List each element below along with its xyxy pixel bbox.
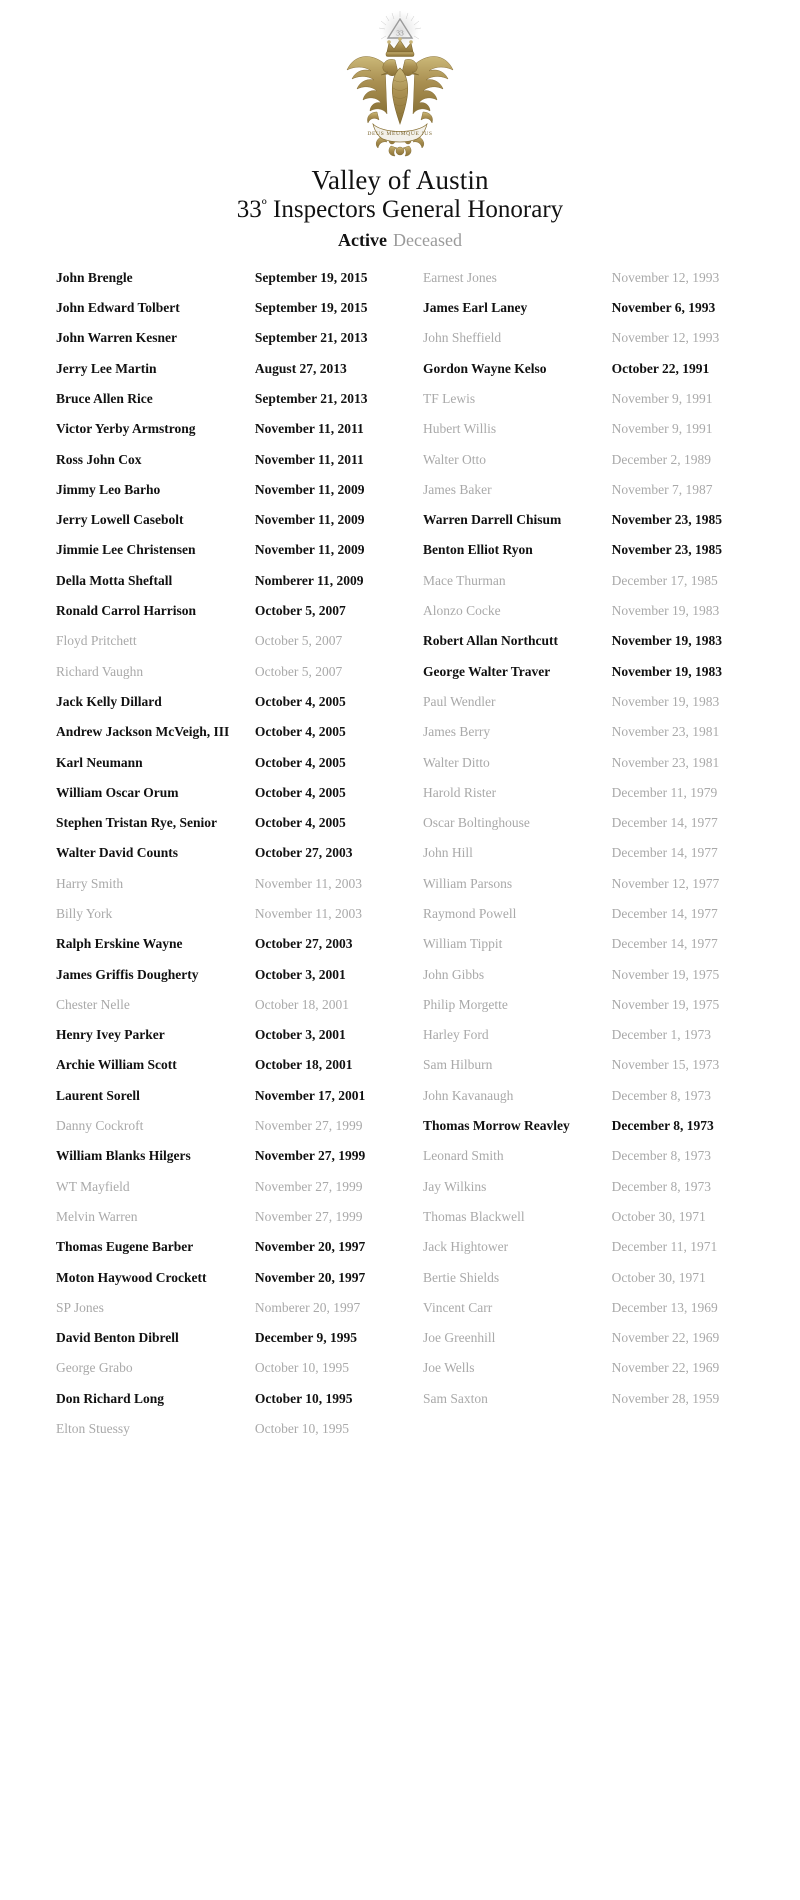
member-name: Ronald Carrol Harrison (56, 603, 197, 619)
member-date: November 11, 2011 (254, 421, 364, 437)
roster-row (423, 785, 754, 815)
member-date: December 14, 1977 (611, 815, 718, 831)
roster-row (423, 845, 754, 875)
member-date: November 20, 1997 (254, 1239, 366, 1255)
member-name: Bruce Allen Rice (56, 390, 153, 406)
roster-row (423, 1360, 754, 1390)
roster-row (423, 1330, 754, 1360)
member-date: Nomberer 20, 1997 (254, 1299, 361, 1315)
roster-row (56, 1330, 405, 1360)
roster-row (56, 542, 405, 572)
roster-row (56, 755, 405, 785)
member-name: Sam Hilburn (423, 1057, 493, 1073)
roster-row (423, 1391, 754, 1421)
roster-row (56, 845, 405, 875)
roster-row (56, 270, 405, 300)
member-date: October 5, 2007 (254, 603, 346, 619)
roster-row (56, 633, 405, 663)
member-name: TF Lewis (423, 390, 476, 406)
member-name: Della Motta Sheftall (56, 572, 173, 588)
roster-row (56, 664, 405, 694)
member-name: Archie William Scott (56, 1057, 177, 1073)
member-name: Jerry Lee Martin (56, 360, 157, 376)
roster-row (423, 997, 754, 1027)
member-date: September 19, 2015 (254, 269, 368, 285)
roster-row (423, 391, 754, 421)
member-date: November 11, 2011 (254, 451, 364, 467)
member-date: December 14, 1977 (611, 845, 718, 861)
member-date: November 22, 1969 (611, 1330, 720, 1346)
member-name: Paul Wendler (423, 693, 496, 709)
member-name: William Tippit (423, 936, 503, 952)
member-name: Alonzo Cocke (423, 603, 501, 619)
roster-column-right (405, 270, 754, 1452)
roster-row (423, 967, 754, 997)
member-name: Walter Ditto (423, 754, 490, 770)
roster-row (423, 421, 754, 451)
member-date: October 10, 1995 (254, 1390, 353, 1406)
member-date: December 9, 1995 (254, 1330, 358, 1346)
member-name: Harry Smith (56, 875, 124, 891)
roster-row (423, 512, 754, 542)
roster-row (423, 1270, 754, 1300)
roster-row (423, 1179, 754, 1209)
member-date: November 23, 1981 (611, 754, 720, 770)
member-name: Jay Wilkins (423, 1178, 487, 1194)
member-name: James Earl Laney (423, 300, 528, 316)
member-date: October 18, 2001 (254, 996, 350, 1012)
member-date: November 19, 1983 (611, 633, 723, 649)
member-name: Jack Kelly Dillard (56, 693, 162, 709)
member-name: Earnest Jones (423, 269, 497, 285)
member-name: Vincent Carr (423, 1299, 493, 1315)
roster-row (423, 633, 754, 663)
roster-row (423, 694, 754, 724)
roster-row (423, 361, 754, 391)
member-date: October 10, 1995 (254, 1360, 350, 1376)
member-date: November 12, 1977 (611, 875, 720, 891)
member-date: October 27, 2003 (254, 936, 353, 952)
member-name: Jack Hightower (423, 1239, 509, 1255)
member-name: Walter Otto (423, 451, 487, 467)
member-name: Henry Ivey Parker (56, 1027, 165, 1043)
member-date: December 8, 1973 (611, 1118, 714, 1134)
member-name: Jerry Lowell Casebolt (56, 512, 184, 528)
member-date: November 9, 1991 (611, 421, 713, 437)
member-name: Andrew Jackson McVeigh, III (56, 724, 230, 740)
member-date: November 19, 1983 (611, 603, 720, 619)
roster-row (423, 664, 754, 694)
roster-row (56, 1118, 405, 1148)
member-name: Oscar Boltinghouse (423, 815, 530, 831)
status-legend (0, 230, 800, 252)
member-date: November 11, 2009 (254, 542, 365, 558)
member-date: October 5, 2007 (254, 633, 343, 649)
member-name: Leonard Smith (423, 1148, 504, 1164)
member-date: October 4, 2005 (254, 754, 346, 770)
roster-row (56, 1209, 405, 1239)
member-name: John Edward Tolbert (56, 300, 180, 316)
member-name: Ross John Cox (56, 451, 142, 467)
member-date: November 19, 1983 (611, 693, 720, 709)
legend-active-label: Active (338, 230, 388, 251)
member-name: Ralph Erskine Wayne (56, 936, 183, 952)
member-name: George Grabo (56, 1360, 133, 1376)
member-date: November 20, 1997 (254, 1269, 366, 1285)
roster-row (56, 724, 405, 754)
member-date: Nomberer 11, 2009 (254, 572, 364, 588)
roster-row (423, 1118, 754, 1148)
roster-row (423, 603, 754, 633)
member-date: December 8, 1973 (611, 1148, 711, 1164)
subtitle-text: Inspectors General Honorary (266, 196, 564, 224)
member-date: December 11, 1971 (611, 1239, 718, 1255)
member-name: John Kavanaugh (423, 1087, 514, 1103)
member-date: November 11, 2009 (254, 481, 365, 497)
roster-row (423, 1239, 754, 1269)
member-name: Joe Greenhill (423, 1330, 496, 1346)
member-date: October 4, 2005 (254, 815, 346, 831)
roster-column-left (56, 270, 405, 1452)
roster-row (423, 724, 754, 754)
member-date: December 14, 1977 (611, 905, 718, 921)
member-name: John Sheffield (423, 330, 502, 346)
member-date: November 22, 1969 (611, 1360, 720, 1376)
legend-deceased-label: Deceased (393, 230, 462, 251)
member-date: October 22, 1991 (611, 360, 710, 376)
member-name: James Griffis Dougherty (56, 966, 199, 982)
member-date: November 23, 1985 (611, 512, 723, 528)
roster-row (423, 815, 754, 845)
member-name: Walter David Counts (56, 845, 179, 861)
roster-row (56, 1391, 405, 1421)
member-name: Robert Allan Northcutt (423, 633, 558, 649)
member-date: October 18, 2001 (254, 1057, 353, 1073)
roster-row (56, 573, 405, 603)
member-name: Karl Neumann (56, 754, 143, 770)
roster-row (423, 936, 754, 966)
member-name: Stephen Tristan Rye, Senior (56, 815, 218, 831)
svg-text:DEUS MEUMQUE JUS: DEUS MEUMQUE JUS (367, 131, 433, 137)
roster-row (56, 1421, 405, 1451)
member-name: James Berry (423, 724, 491, 740)
subtitle-degree-number: 33 (236, 196, 262, 224)
roster-row (56, 452, 405, 482)
roster-row (423, 330, 754, 360)
member-name: Jimmy Leo Barho (56, 481, 161, 497)
member-name: John Gibbs (423, 966, 485, 982)
member-date: November 19, 1975 (611, 996, 720, 1012)
roster-row (56, 1148, 405, 1178)
member-date: November 27, 1999 (254, 1178, 363, 1194)
crest-container (0, 0, 800, 160)
member-date: December 17, 1985 (611, 572, 718, 588)
roster-table (0, 270, 800, 1452)
member-date: September 21, 2013 (254, 390, 368, 406)
member-date: November 23, 1981 (611, 724, 720, 740)
roster-row (56, 967, 405, 997)
roster-row (56, 906, 405, 936)
roster-row (423, 1300, 754, 1330)
roster-row (423, 1088, 754, 1118)
member-name: David Benton Dibrell (56, 1330, 179, 1346)
member-name: John Brengle (56, 269, 133, 285)
member-name: Moton Haywood Crockett (56, 1269, 207, 1285)
member-name: Victor Yerby Armstrong (56, 421, 196, 437)
member-date: November 27, 1999 (254, 1208, 363, 1224)
roster-row (56, 421, 405, 451)
member-date: November 7, 1987 (611, 481, 713, 497)
roster-row (423, 755, 754, 785)
member-name: Melvin Warren (56, 1208, 138, 1224)
member-date: November 12, 1993 (611, 269, 720, 285)
roster-row (56, 1270, 405, 1300)
member-date: November 19, 1983 (611, 663, 723, 679)
member-name: SP Jones (56, 1299, 104, 1315)
roster-row (56, 1088, 405, 1118)
roster-row (423, 876, 754, 906)
svg-text:33: 33 (396, 28, 404, 38)
member-date: October 10, 1995 (254, 1421, 350, 1437)
roster-row (423, 1148, 754, 1178)
member-name: Gordon Wayne Kelso (423, 360, 547, 376)
member-name: Bertie Shields (423, 1269, 500, 1285)
roster-row (56, 936, 405, 966)
member-name: Jimmie Lee Christensen (56, 542, 196, 558)
member-name: Thomas Blackwell (423, 1208, 525, 1224)
roster-row (56, 300, 405, 330)
degree-symbol-icon: º (261, 197, 267, 215)
member-date: November 11, 2003 (254, 905, 363, 921)
roster-row (423, 270, 754, 300)
member-date: October 4, 2005 (254, 693, 346, 709)
member-date: November 23, 1985 (611, 542, 723, 558)
member-name: Joe Wells (423, 1360, 475, 1376)
member-name: Harold Rister (423, 784, 497, 800)
member-name: Don Richard Long (56, 1390, 165, 1406)
roster-row (56, 876, 405, 906)
member-date: October 4, 2005 (254, 724, 346, 740)
roster-row (56, 330, 405, 360)
member-date: November 28, 1959 (611, 1390, 720, 1406)
roster-row (56, 785, 405, 815)
roster-row (56, 1360, 405, 1390)
member-date: November 6, 1993 (611, 300, 716, 316)
member-date: November 27, 1999 (254, 1148, 366, 1164)
member-date: October 5, 2007 (254, 663, 343, 679)
roster-row (56, 997, 405, 1027)
member-date: November 11, 2003 (254, 875, 363, 891)
member-name: William Blanks Hilgers (56, 1148, 191, 1164)
member-date: November 9, 1991 (611, 390, 713, 406)
member-name: Sam Saxton (423, 1390, 488, 1406)
member-name: Raymond Powell (423, 905, 517, 921)
roster-row (56, 512, 405, 542)
member-date: December 1, 1973 (611, 1027, 711, 1043)
member-date: December 2, 1989 (611, 451, 711, 467)
member-date: October 30, 1971 (611, 1269, 706, 1285)
member-date: November 11, 2009 (254, 512, 365, 528)
member-name: Philip Morgette (423, 996, 508, 1012)
member-name: William Parsons (423, 875, 513, 891)
member-name: Mace Thurman (423, 572, 506, 588)
member-date: December 11, 1979 (611, 784, 718, 800)
member-date: August 27, 2013 (254, 360, 347, 376)
member-date: October 3, 2001 (254, 1027, 346, 1043)
member-name: James Baker (423, 481, 492, 497)
roster-row (423, 482, 754, 512)
member-date: September 21, 2013 (254, 330, 368, 346)
member-date: December 8, 1973 (611, 1087, 711, 1103)
member-name: William Oscar Orum (56, 784, 179, 800)
roster-row (56, 482, 405, 512)
roster-row (56, 391, 405, 421)
member-name: Richard Vaughn (56, 663, 144, 679)
member-date: November 27, 1999 (254, 1118, 363, 1134)
member-name: Benton Elliot Ryon (423, 542, 533, 558)
member-name: Harley Ford (423, 1027, 489, 1043)
roster-row (56, 1057, 405, 1087)
member-date: November 15, 1973 (611, 1057, 720, 1073)
member-name: Chester Nelle (56, 996, 130, 1012)
member-name: John Warren Kesner (56, 330, 178, 346)
roster-row (56, 361, 405, 391)
member-date: November 17, 2001 (254, 1087, 366, 1103)
member-name: John Hill (423, 845, 473, 861)
roster-row (423, 1057, 754, 1087)
member-date: October 27, 2003 (254, 845, 353, 861)
roster-row (423, 573, 754, 603)
member-name: Danny Cockroft (56, 1118, 144, 1134)
roster-row (56, 1300, 405, 1330)
member-date: October 30, 1971 (611, 1208, 706, 1224)
roster-row (423, 542, 754, 572)
roster-row (423, 452, 754, 482)
member-date: October 3, 2001 (254, 966, 346, 982)
member-name: Warren Darrell Chisum (423, 512, 562, 528)
roster-row (56, 1239, 405, 1269)
roster-row (56, 1179, 405, 1209)
roster-row (423, 1209, 754, 1239)
member-date: October 4, 2005 (254, 784, 346, 800)
roster-row (423, 906, 754, 936)
member-name: Laurent Sorell (56, 1087, 140, 1103)
member-date: November 12, 1993 (611, 330, 720, 346)
roster-row (56, 815, 405, 845)
member-name: Floyd Pritchett (56, 633, 137, 649)
member-date: December 14, 1977 (611, 936, 718, 952)
roster-row (56, 1027, 405, 1057)
roster-row (423, 1027, 754, 1057)
member-name: Thomas Morrow Reavley (423, 1118, 570, 1134)
member-name: Thomas Eugene Barber (56, 1239, 194, 1255)
double-headed-eagle-crest-icon (325, 8, 475, 160)
roster-row (56, 694, 405, 724)
roster-row (56, 603, 405, 633)
member-name: Elton Stuessy (56, 1421, 130, 1437)
member-date: December 13, 1969 (611, 1299, 718, 1315)
member-date: December 8, 1973 (611, 1178, 711, 1194)
member-name: Billy York (56, 905, 113, 921)
member-date: November 19, 1975 (611, 966, 720, 982)
member-name: Hubert Willis (423, 421, 497, 437)
roster-row (423, 300, 754, 330)
page-subtitle (0, 196, 800, 224)
member-name: George Walter Traver (423, 663, 551, 679)
title-block (0, 166, 800, 252)
page-title: Valley of Austin (311, 165, 489, 195)
member-name: WT Mayfield (56, 1178, 130, 1194)
member-date: September 19, 2015 (254, 300, 368, 316)
